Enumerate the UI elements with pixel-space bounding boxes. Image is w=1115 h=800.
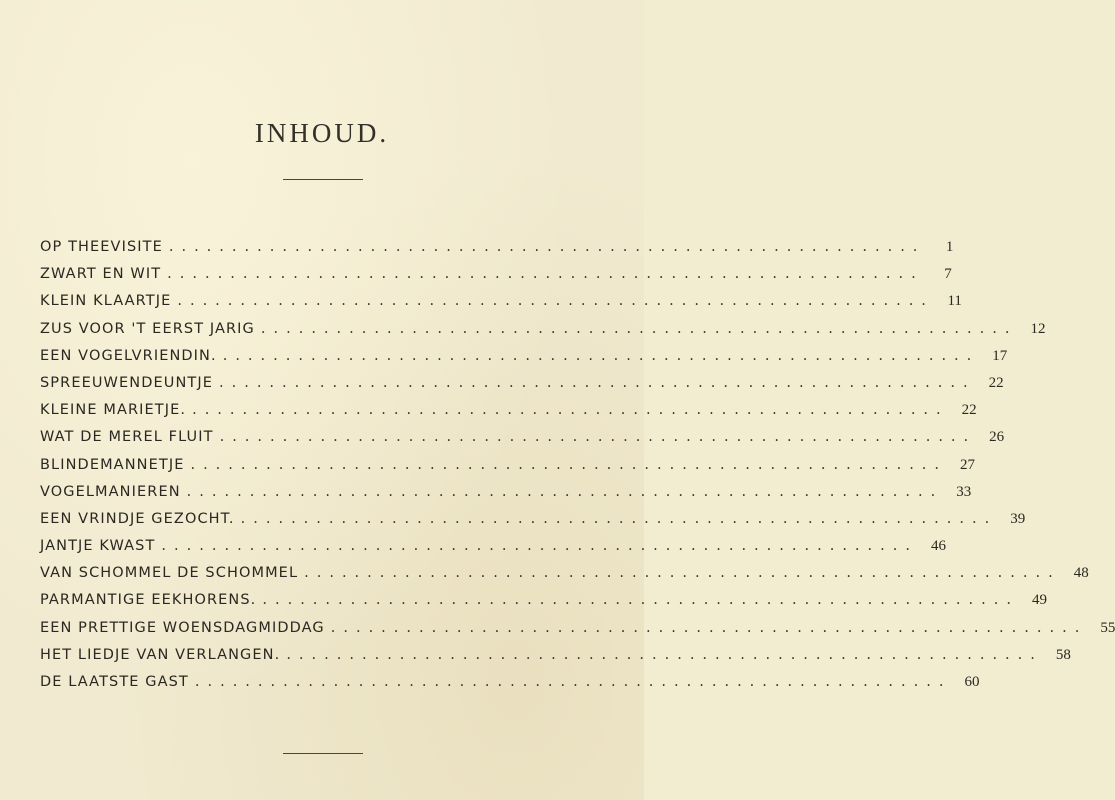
toc-entry bbox=[40, 533, 946, 560]
toc-entry-page: 22 bbox=[961, 402, 977, 419]
toc-entry bbox=[40, 424, 1005, 451]
toc-entry-page: 1 bbox=[945, 239, 954, 255]
toc-leader-dots: ............................................................ bbox=[192, 402, 949, 419]
toc-leader-dots: ............................................................ bbox=[190, 456, 948, 473]
toc-entry-title: ZWART EN WIT bbox=[40, 266, 162, 283]
bottom-divider bbox=[283, 753, 363, 754]
toc-entry bbox=[40, 261, 952, 288]
toc-leader-dots: ............................................................ bbox=[161, 538, 918, 555]
toc-entry-page: 55 bbox=[1100, 619, 1115, 636]
toc-entry-title: EEN PRETTIGE WOENSDAGMIDDAG bbox=[40, 619, 325, 636]
toc-entry-page: 11 bbox=[947, 293, 962, 310]
toc-entry-page: 58 bbox=[1055, 646, 1071, 663]
toc-entry bbox=[40, 343, 1008, 370]
title-divider bbox=[283, 179, 363, 180]
table-of-contents bbox=[40, 234, 1115, 696]
toc-entry bbox=[40, 397, 977, 424]
toc-leader-dots: ............................................................ bbox=[222, 347, 980, 364]
toc-entry bbox=[40, 370, 1004, 397]
toc-entry-page: 39 bbox=[1010, 510, 1026, 527]
toc-entry-title: KLEIN KLAARTJE bbox=[40, 293, 172, 310]
toc-entry-page: 48 bbox=[1073, 565, 1089, 582]
toc-entry-page: 46 bbox=[930, 538, 946, 555]
toc-entry-title: WAT DE MEREL FLUIT bbox=[40, 429, 214, 446]
toc-entry bbox=[40, 560, 1089, 587]
toc-entry-title: EEN VRINDJE GEZOCHT. bbox=[40, 510, 235, 527]
toc-entry bbox=[40, 479, 972, 506]
toc-leader-dots: ............................................................ bbox=[286, 646, 1043, 663]
toc-entry bbox=[40, 587, 1047, 614]
toc-entry bbox=[40, 615, 1115, 642]
toc-leader-dots: ............................................................ bbox=[194, 674, 952, 690]
toc-entry-title: JANTJE KWAST bbox=[40, 538, 156, 555]
toc-entry-title: EEN VOGELVRIENDIN. bbox=[40, 347, 217, 364]
toc-entry-page: 7 bbox=[944, 266, 952, 283]
toc-leader-dots: ............................................................ bbox=[167, 266, 924, 283]
toc-leader-dots: ............................................................ bbox=[168, 239, 926, 255]
toc-leader-dots: ............................................................ bbox=[219, 429, 977, 446]
toc-entry-title: BLINDEMANNETJE bbox=[40, 456, 185, 473]
toc-leader-dots: ............................................................ bbox=[262, 592, 1019, 609]
toc-entry-title: OP THEEVISITE bbox=[40, 239, 163, 255]
toc-entry-title: PARMANTIGE EEKHORENS. bbox=[40, 592, 257, 609]
toc-entry-title: KLEINE MARIETJE. bbox=[40, 402, 187, 419]
toc-entry-title: DE LAATSTE GAST bbox=[40, 674, 189, 690]
toc-entry-page: 26 bbox=[989, 429, 1005, 446]
toc-entry bbox=[40, 288, 962, 315]
toc-entry-title: SPREEUWENDEUNTJE bbox=[40, 374, 213, 391]
toc-entry-title: ZUS VOOR 'T EERST JARIG bbox=[40, 320, 255, 337]
toc-entry-title: VAN SCHOMMEL DE SCHOMMEL bbox=[40, 565, 299, 582]
toc-entry-page: 60 bbox=[964, 674, 980, 690]
toc-leader-dots: ............................................................ bbox=[330, 619, 1088, 636]
toc-entry-page: 33 bbox=[956, 483, 972, 500]
toc-entry bbox=[40, 506, 1026, 533]
toc-entry-page: 27 bbox=[960, 456, 976, 473]
toc-entry-page: 12 bbox=[1030, 320, 1046, 337]
toc-leader-dots: ............................................................ bbox=[240, 510, 998, 527]
toc-entry-page: 49 bbox=[1031, 592, 1047, 609]
toc-leader-dots: ............................................................ bbox=[260, 320, 1018, 337]
toc-entry bbox=[40, 316, 1046, 343]
toc-entry-title: VOGELMANIEREN bbox=[40, 483, 181, 500]
toc-entry bbox=[40, 669, 980, 696]
toc-entry bbox=[40, 234, 954, 261]
toc-leader-dots: ............................................................ bbox=[219, 374, 976, 391]
toc-entry-page: 17 bbox=[992, 347, 1008, 364]
toc-entry bbox=[40, 642, 1071, 669]
page-title: INHOUD. bbox=[254, 118, 390, 148]
toc-leader-dots: ............................................................ bbox=[186, 483, 944, 500]
toc-leader-dots: ............................................................ bbox=[177, 293, 934, 310]
toc-entry-page: 22 bbox=[988, 374, 1004, 391]
toc-leader-dots: ............................................................ bbox=[304, 565, 1061, 582]
toc-entry-title: HET LIEDJE VAN VERLANGEN. bbox=[40, 646, 281, 663]
toc-entry bbox=[40, 452, 976, 479]
